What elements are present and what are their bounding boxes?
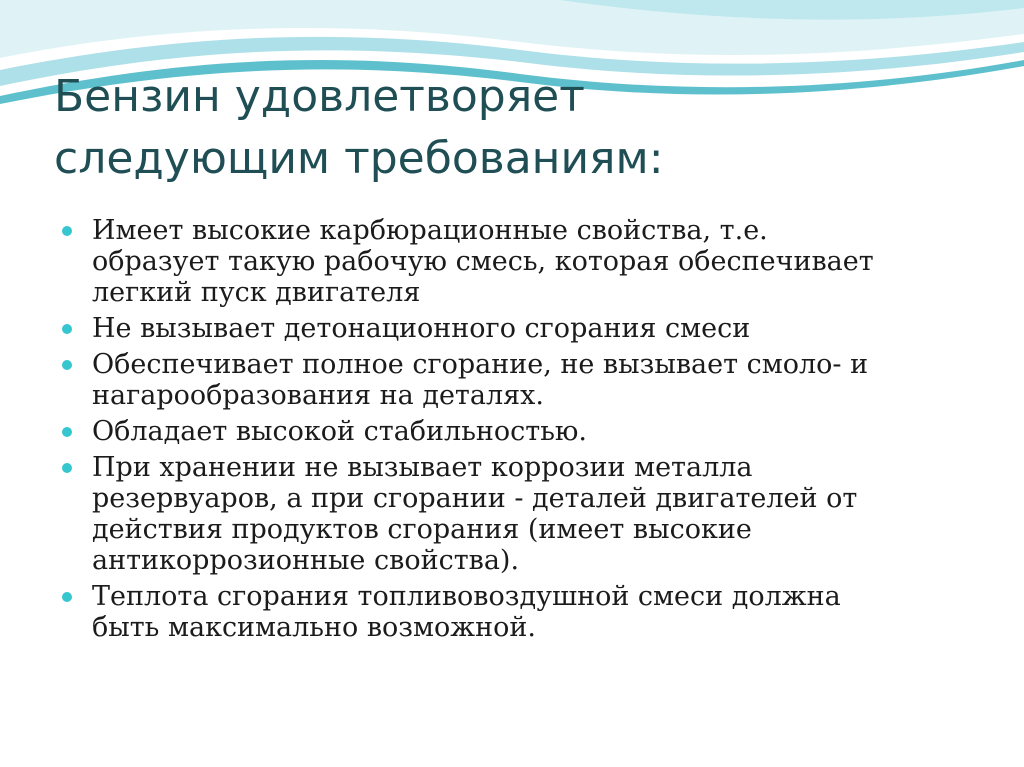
list-item-text-line: Обладает высокой стабильностью. — [92, 416, 587, 447]
bullet-dot-icon — [62, 226, 72, 236]
list-item-text-line: Не вызывает детонационного сгорания смеси — [92, 313, 751, 344]
list-item — [62, 581, 982, 643]
bullet-dot-icon — [62, 324, 72, 334]
list-item-text-line: Обеспечивает полное сгорание, не вызывает смоло- и — [92, 349, 869, 380]
bullet-dot-icon — [62, 592, 72, 602]
list-item-text-line: действия продуктов сгорания (имеет высокие — [92, 514, 752, 545]
list-item-text-line: нагарообразования на деталях. — [92, 380, 544, 411]
bullet-dot-icon — [62, 427, 72, 437]
list-item-text-line: Теплота сгорания топливовоздушной смеси должна — [92, 581, 841, 612]
bullet-dot-icon — [62, 360, 72, 370]
title-line: следующим требованиям: — [54, 133, 664, 184]
list-item — [62, 313, 982, 344]
requirements-list — [62, 215, 982, 648]
slide-title — [54, 66, 984, 190]
list-item — [62, 416, 982, 447]
list-item-text-line: При хранении не вызывает коррозии металла — [92, 452, 753, 483]
title-line: Бензин удовлетворяет — [54, 71, 585, 122]
list-item-text-line: Имеет высокие карбюрационные свойства, т.е. — [92, 215, 768, 246]
list-item — [62, 215, 982, 308]
list-item — [62, 452, 982, 576]
list-item-text-line: резервуаров, а при сгорании - деталей двигателей от — [92, 483, 858, 514]
list-item-text-line: быть максимально возможной. — [92, 612, 536, 643]
list-item-text-line: антикоррозионные свойства). — [92, 545, 520, 576]
list-item-text-line: легкий пуск двигателя — [92, 277, 421, 308]
bullet-dot-icon — [62, 463, 72, 473]
list-item-text-line: образует такую рабочую смесь, которая обеспечивает — [92, 246, 874, 277]
list-item — [62, 349, 982, 411]
